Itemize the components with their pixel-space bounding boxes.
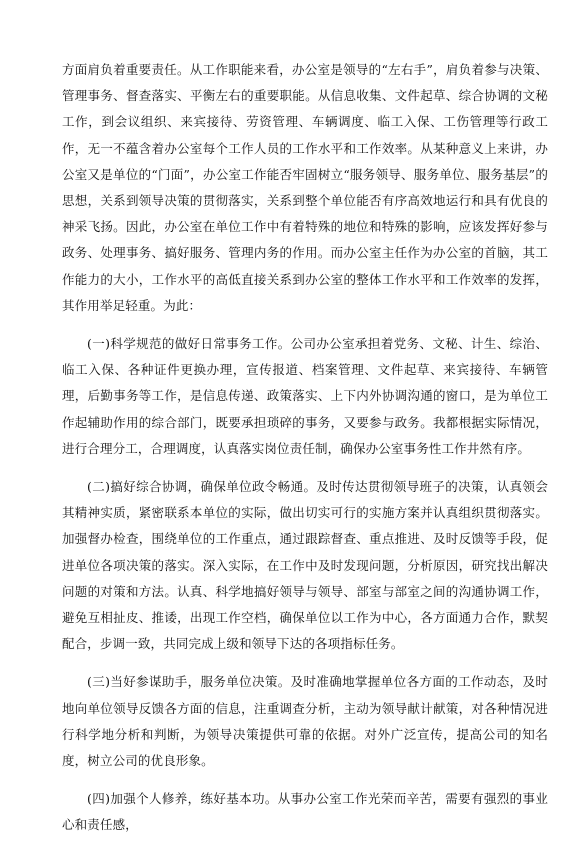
paragraph-section-4: (四)加强个人修养，练好基本功。从事办公室工作光荣而辛苦，需要有强烈的事业心和责任感， bbox=[62, 791, 548, 833]
paragraph-section-3: (三)当好参谋助手，服务单位决策。及时准确地掌握单位各方面的工作动态，及时地向单位领导反馈各方面的信息，注重调查分析，主动为领导献计献策，对各种情况进行科学地分析和判断，为领导决策提供可靠的依据。对外广泛宣传，提高公司的知名度，树立公司的优良形象。 bbox=[62, 674, 548, 769]
document-body bbox=[62, 57, 548, 851]
paragraph-intro: 方面肩负着重要责任。从工作职能来看，办公室是领导的“左右手”，肩负着参与决策、管理事务、督查落实、平衡左右的重要职能。从信息收集、文件起草、综合协调的文秘工作，到会议组织、来宾接待、劳资管理、车辆调度、临工入保、工伤管理等行政工作，无一不蕴含着办公室每个工作人员的工作水平和工作效率。从某种意义上来讲，办公室又是单位的“门面”，办公室工作能否牢固树立“服务领导、服务单位、服务基层”的思想，关系到领导决策的贯彻落实，关系到整个单位能否有序高效地运行和具有优良的神采飞扬。因此，办公室在单位工作中有着特殊的地位和特殊的影响，应该发挥好参与政务、处理事务、搞好服务、管理内务的作用。而办公室主任作为办公室的首脑，其工作能力的大小，工作水平的高低直接关系到办公室的整体工作水平和工作效率的发挥，其作用举足轻重。为此： bbox=[62, 62, 548, 313]
paragraph-section-2: (二)搞好综合协调，确保单位政令畅通。及时传达贯彻领导班子的决策，认真领会其精神实质，紧密联系本单位的实际，做出切实可行的实施方案并认真组织贯彻落实。加强督办检查，围绕单位的工作重点，通过跟踪督查、重点推进、及时反馈等手段，促进单位各项决策的落实。深入实际，在工作中及时发现问题，分析原因，研究找出解决问题的对策和方法。认真、科学地搞好领导与领导、部室与部室之间的沟通协调工作，避免互相扯皮、推诿，出现工作空档，确保单位以工作为中心，各方面通力合作，默契配合，步调一致，共同完成上级和领导下达的各项指标任务。 bbox=[62, 479, 548, 652]
paragraph-section-1: (一)科学规范的做好日常事务工作。公司办公室承担着党务、文秘、计生、综治、临工入保、各种证件更换办理，宣传报道、档案管理、文件起草、来宾接待、车辆管理，后勤事务等工作，是信息传递、政策落实、上下内外协调沟通的窗口，是为单位工作起辅助作用的综合部门，既要承担琐碎的事务，又要参与政务。我都根据实际情况，进行合理分工，合理调度，认真落实岗位责任制，确保办公室事务性工作井然有序。 bbox=[62, 336, 548, 456]
